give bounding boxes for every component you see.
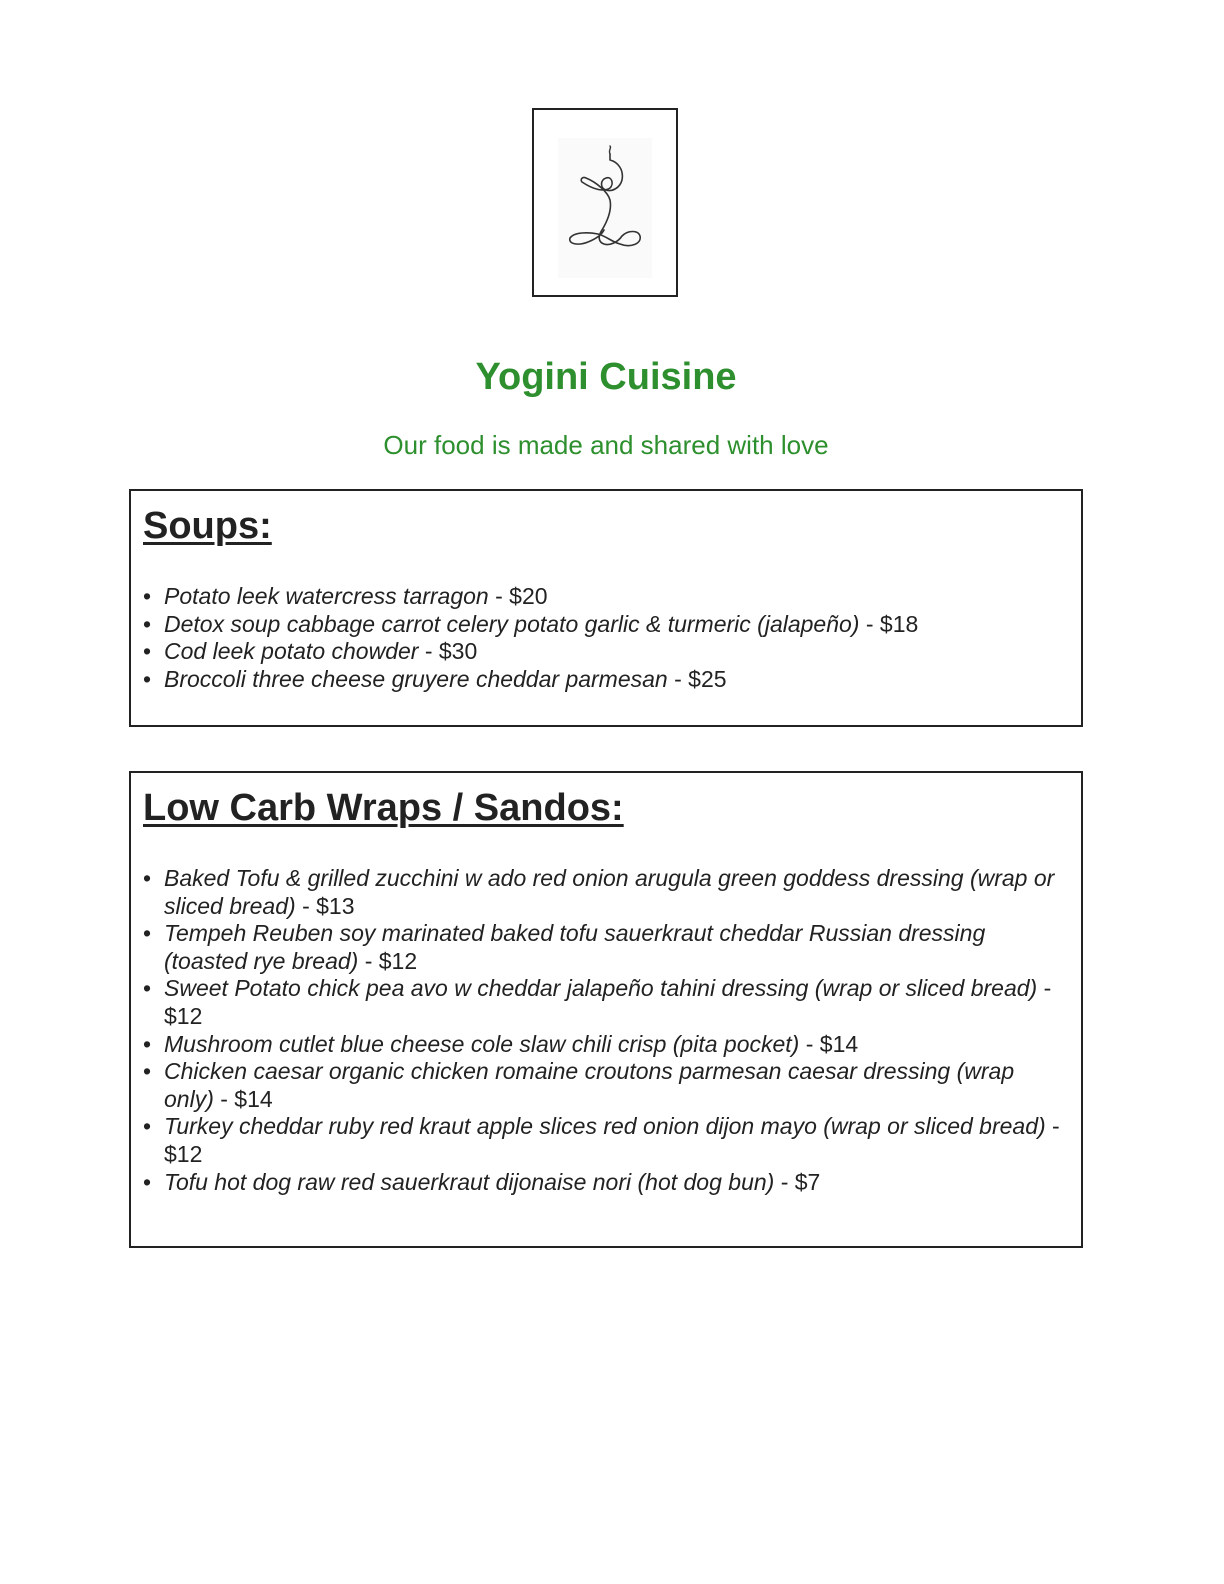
item-price: - $20 <box>488 583 548 609</box>
item-name: Broccoli three cheese gruyere cheddar parmesan <box>164 665 668 692</box>
item-price: - $12 <box>164 975 1052 1029</box>
item-name: Detox soup cabbage carrot celery potato garlic & turmeric (jalapeño) <box>164 610 860 637</box>
wraps-section <box>129 771 1083 1248</box>
restaurant-tagline: Our food is made and shared with love <box>383 430 829 460</box>
item-name: Baked Tofu & grilled zucchini w ado red onion arugula green goddess dressing (wrap or sliced bread) <box>164 865 1055 919</box>
restaurant-title: Yogini Cuisine <box>475 356 737 398</box>
item-name: Potato leek watercress tarragon <box>164 583 489 609</box>
list-item <box>143 1031 1069 1059</box>
item-name: Sweet Potato chick pea avo w cheddar jalapeño tahini dressing (wrap or sliced bread) <box>164 975 1038 1002</box>
bullet-icon: • <box>143 583 152 609</box>
item-name: Chicken caesar organic chicken romaine croutons parmesan caesar dressing (wrap only) <box>164 1058 1015 1112</box>
bullet-icon: • <box>143 975 152 1002</box>
item-price: - $30 <box>418 638 478 665</box>
item-name: Tempeh Reuben soy marinated baked tofu sauerkraut cheddar Russian dressing (toasted rye bread) <box>164 920 986 974</box>
list-item <box>143 1058 1069 1113</box>
soups-list <box>143 583 1069 693</box>
item-price: - $14 <box>799 1030 859 1057</box>
item-name: Mushroom cutlet blue cheese cole slaw chili crisp (pita pocket) <box>164 1030 800 1057</box>
meditating-figure-icon <box>558 138 652 278</box>
item-price: - $14 <box>213 1085 273 1112</box>
bullet-icon: • <box>143 610 152 637</box>
item-name: Turkey cheddar ruby red kraut apple slices red onion dijon mayo (wrap or sliced bread) <box>164 1113 1046 1140</box>
logo-image <box>558 138 652 278</box>
list-item <box>143 583 1069 611</box>
list-item <box>143 975 1069 1030</box>
wraps-heading: Low Carb Wraps / Sandos: <box>143 787 624 829</box>
item-name: Cod leek potato chowder <box>164 638 419 665</box>
bullet-icon: • <box>143 920 152 947</box>
bullet-icon: • <box>143 638 152 665</box>
item-price: - $12 <box>358 947 418 974</box>
bullet-icon: • <box>143 1113 152 1140</box>
wraps-list <box>143 865 1069 1196</box>
item-name: Tofu hot dog raw red sauerkraut dijonaise nori (hot dog bun) <box>164 1168 775 1195</box>
bullet-icon: • <box>143 665 152 692</box>
soups-heading: Soups: <box>143 505 272 547</box>
list-item <box>143 1169 1069 1197</box>
bullet-icon: • <box>143 1058 152 1085</box>
list-item <box>143 638 1069 666</box>
item-price: - $12 <box>164 1113 1060 1167</box>
item-price: - $13 <box>295 892 355 919</box>
bullet-icon: • <box>143 1030 152 1057</box>
list-item <box>143 920 1069 975</box>
list-item <box>143 1113 1069 1168</box>
item-price: - $25 <box>667 665 727 692</box>
soups-section <box>129 489 1083 727</box>
list-item <box>143 611 1069 639</box>
list-item <box>143 865 1069 920</box>
bullet-icon: • <box>143 865 152 891</box>
list-item <box>143 666 1069 694</box>
item-price: - $18 <box>859 610 919 637</box>
bullet-icon: • <box>143 1168 152 1195</box>
item-price: - $7 <box>774 1168 821 1195</box>
logo-frame <box>532 108 678 297</box>
